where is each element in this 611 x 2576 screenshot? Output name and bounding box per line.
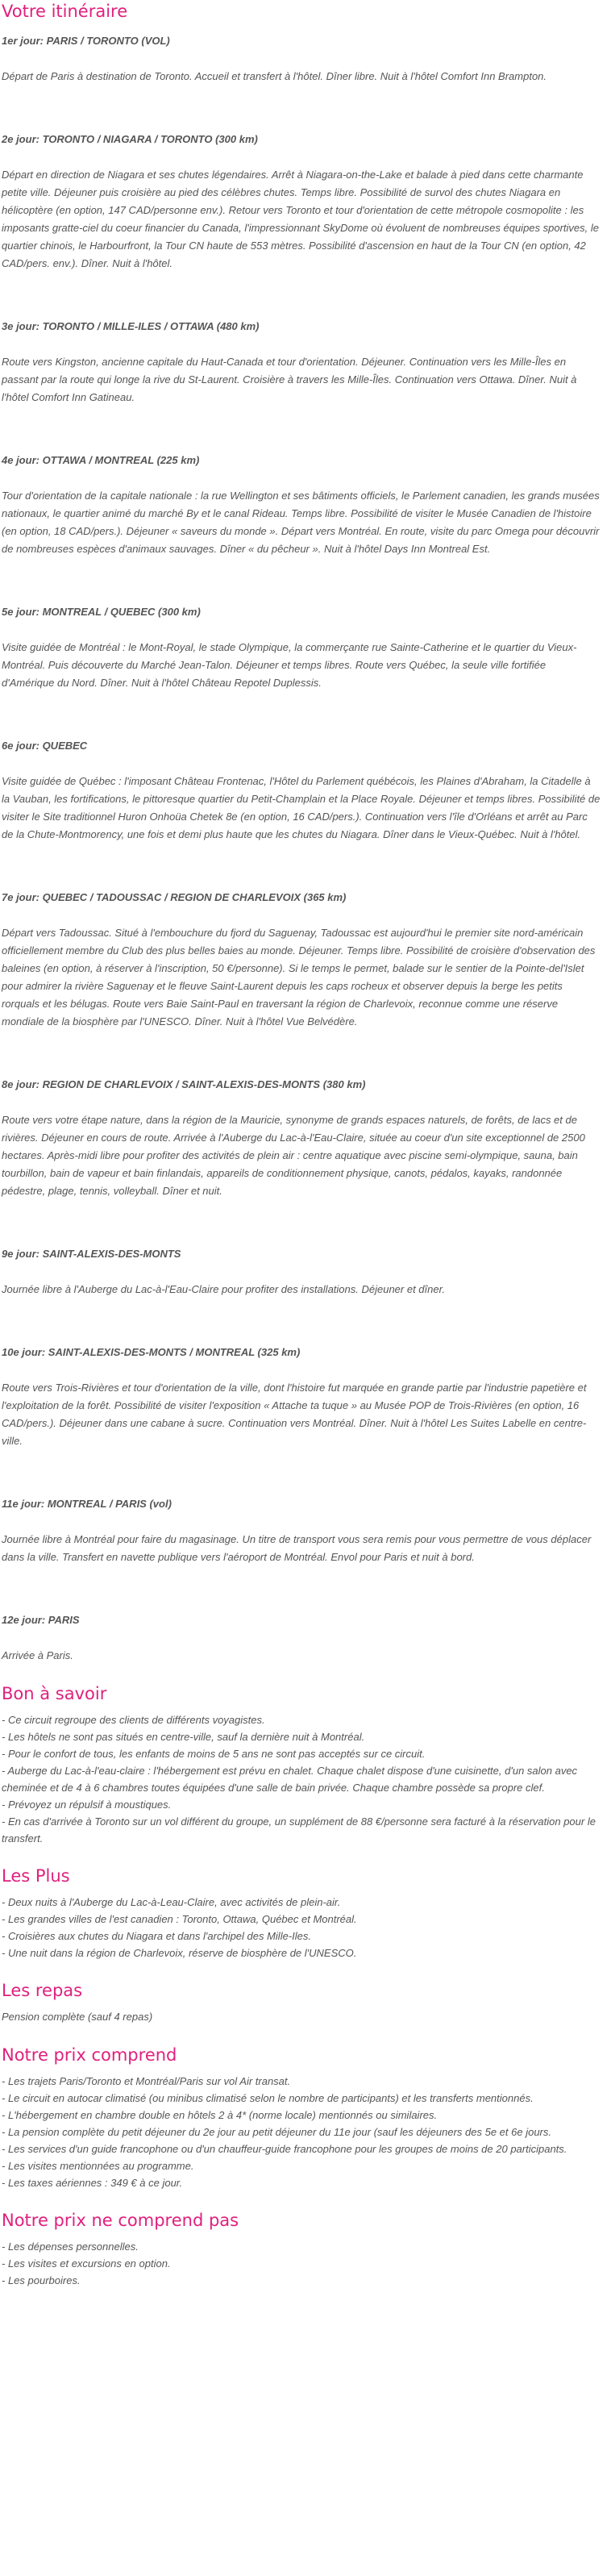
list-item: - La pension complète du petit déjeuner du 2e jour au petit déjeuner du 11e jour (sauf les déjeuners des 5e et 6e jours. xyxy=(2,2126,551,2138)
day-text: Visite guidée de Montréal : le Mont-Royal, le stade Olympique, la commerçante rue Sainte-Catherine et le quartier du Vieux-Montréal. Puis découverte du Marché Jean-Talon. Déjeuner et temps libres. Route vers Québec, la seule ville fortifiée d'Amérique du Nord. Dîner. Nuit à l'hôtel Château Repotel Duplessis. xyxy=(2,641,577,689)
day-12 xyxy=(2,1613,601,1665)
day-title: 10e jour: SAINT-ALEXIS-DES-MONTS / MONTREAL (325 km) xyxy=(2,1346,301,1358)
list-item: - Auberge du Lac-à-l'eau-claire : l'hébergement est prévu en chalet. Chaque chalet dispose d'une cuisinette, d'un salon avec cheminée et de 4 à 6 chambres toutes équipées d'une salle de bain privée. Chaque chambre possède sa propre clef. xyxy=(2,1765,578,1794)
list-item: - Croisières aux chutes du Niagara et dans l'archipel des Mille-Iles. xyxy=(2,1930,311,1942)
prix-ne-comprend-pas-list xyxy=(2,2238,601,2289)
day-title: 9e jour: SAINT-ALEXIS-DES-MONTS xyxy=(2,1248,181,1260)
prix-comprend-heading: Notre prix comprend xyxy=(2,2045,177,2065)
list-item: - Une nuit dans la région de Charlevoix, réserve de biosphère de l'UNESCO. xyxy=(2,1947,357,1959)
list-item: - Prévoyez un répulsif à moustiques. xyxy=(2,1799,172,1811)
day-title: 6e jour: QUEBEC xyxy=(2,740,88,752)
day-title: 2e jour: TORONTO / NIAGARA / TORONTO (300 km) xyxy=(2,133,258,145)
day-5 xyxy=(2,605,601,692)
day-text: Route vers Trois-Rivières et tour d'orientation de la ville, dont l'histoire fut marquée en grande partie par l'industrie papetière et l'exploitation de la forêt. Possibilité de visiter l'exposition « Attache ta tuque » au Musée POP de Trois-Rivières (en option, 16 CAD/pers.). Déjeuner dans une cabane à sucre. Continuation vers Montréal. Dîner. Nuit à l'hôtel Les Suites Labelle en centre-ville. xyxy=(2,1382,587,1447)
day-text: Route vers Kingston, ancienne capitale du Haut-Canada et tour d'orientation. Déjeuner. Continuation vers les Mille-Îles en passant par la route qui longe la rive du St-Laurent. Croisière à travers les Mille-Îles. Continuation vers Ottawa. Dîner. Nuit à l'hôtel Comfort Inn Gatineau. xyxy=(2,356,577,403)
list-item: - Les trajets Paris/Toronto et Montréal/Paris sur vol Air transat. xyxy=(2,2075,291,2087)
day-text: Départ en direction de Niagara et ses chutes légendaires. Arrêt à Niagara-on-the-Lake et balade à pied dans cette charmante petite ville. Déjeuner puis croisière au pied des célèbres chutes. Temps libre. Possibilité de survol des chutes Niagara en hélicoptère (en option, 147 CAD/personne env.). Retour vers Toronto et tour d'orientation de cette métropole cosmopolite : les imposants gratte-ciel du coeur financier du Canada, l'impressionnant SkyDome où évoluent de nombreuses équipes sportives, le quartier chinois, le Harbourfront, la Tour CN haute de 553 mètres. Possibilité d'ascension en haut de la Tour CN (en option, 42 CAD/pers. env.). Dîner. Nuit à l'hôtel. xyxy=(2,169,599,269)
day-2 xyxy=(2,132,601,273)
list-item: - Les dépenses personnelles. xyxy=(2,2240,139,2253)
les-plus-heading: Les Plus xyxy=(2,1866,70,1886)
bon-a-savoir-heading: Bon à savoir xyxy=(2,1684,107,1703)
list-item: - Les visites et excursions en option. xyxy=(2,2257,171,2270)
day-title: 4e jour: OTTAWA / MONTREAL (225 km) xyxy=(2,454,200,466)
day-text: Journée libre à l'Auberge du Lac-à-l'Eau-Claire pour profiter des installations. Déjeuner et dîner. xyxy=(2,1283,446,1295)
day-text: Tour d'orientation de la capitale nationale : la rue Wellington et ses bâtiments officiels, le Parlement canadien, les grands musées nationaux, le quartier animé du marché By et le canal Rideau. Temps libre. Possibilité de visiter le Musée Canadien de l'histoire (en option, 18 CAD/pers.). Déjeuner « saveurs du monde ». Départ vers Montréal. En route, visite du parc Omega pour découvrir de nombreuses espèces d'animaux sauvages. Dîner « du pêcheur ». Nuit à l'hôtel Days Inn Montreal Est. xyxy=(2,490,600,555)
day-11 xyxy=(2,1497,601,1566)
list-item: - Deux nuits à l'Auberge du Lac-à-Leau-Claire, avec activités de plein-air. xyxy=(2,1896,341,1908)
day-text: Visite guidée de Québec : l'imposant Château Frontenac, l'Hôtel du Parlement québécois, les Plaines d'Abraham, la Citadelle à la Vauban, les fortifications, le pittoresque quartier du Petit-Champlain et la Place Royale. Déjeuner et temps libres. Possibilité de visiter le Site traditionnel Huron Onhoüa Chetek 8e (en option, 16 CAD/pers.). Continuation vers l'île d'Orléans et arrêt au Parc de la Chute-Montmorency, une fois et demi plus haute que les chutes du Niagara. Dîner dans le Vieux-Québec. Nuit à l'hôtel. xyxy=(2,775,601,840)
prix-comprend-list xyxy=(2,2073,601,2191)
les-plus-list xyxy=(2,1894,601,1961)
day-9 xyxy=(2,1247,601,1298)
day-1 xyxy=(2,34,601,85)
day-text: Route vers votre étape nature, dans la région de la Mauricie, synonyme de grands espaces naturels, de forêts, de lacs et de rivières. Déjeuner en cours de route. Arrivée à l'Auberge du Lac-à-l'Eau-Claire, située au coeur d'un site exceptionnel de 2500 hectares. Après-midi libre pour profiter des activités de plein air : centre aquatique avec piscine semi-olympique, sauna, bain tourbillon, bain de vapeur et bain finlandais, appareils de conditionnement physique, canots, pédalos, kayaks, randonnée pédestre, plage, tennis, volleyball. Dîner et nuit. xyxy=(2,1114,585,1197)
day-title: 8e jour: REGION DE CHARLEVOIX / SAINT-ALEXIS-DES-MONTS (380 km) xyxy=(2,1078,366,1090)
list-item: - Pour le confort de tous, les enfants de moins de 5 ans ne sont pas acceptés sur ce circuit. xyxy=(2,1748,426,1760)
list-item: - Ce circuit regroupe des clients de différents voyagistes. xyxy=(2,1714,265,1726)
day-title: 5e jour: MONTREAL / QUEBEC (300 km) xyxy=(2,606,201,618)
day-6 xyxy=(2,739,601,844)
day-text: Départ vers Tadoussac. Situé à l'embouchure du fjord du Saguenay, Tadoussac est aujourd'hui le premier site nord-américain officiellement membre du Club des plus belles baies au monde. Déjeuner. Temps libre. Possibilité de croisière d'observation des baleines (en option, à réserver à l'inscription, 50 €/personne). Si le temps le permet, balade sur le sentier de la Pointe-del'Islet pour admirer la rivière Saguenay et le fleuve Saint-Laurent depuis les caps rocheux et observer depuis la berge les petits rorquals et les bélugas. Route vers Baie Saint-Paul en traversant la région de Charlevoix, reconnue comme une réserve mondiale de la biosphère par l'UNESCO. Dîner. Nuit à l'hôtel Vue Belvédère. xyxy=(2,927,596,1027)
prix-ne-comprend-pas-heading: Notre prix ne comprend pas xyxy=(2,2211,239,2230)
day-text: Arrivée à Paris. xyxy=(2,1649,73,1661)
list-item: - Les visites mentionnées au programme. xyxy=(2,2160,194,2172)
day-title: 3e jour: TORONTO / MILLE-ILES / OTTAWA (480 km) xyxy=(2,320,260,332)
day-7 xyxy=(2,890,601,1031)
day-title: 7e jour: QUEBEC / TADOUSSAC / REGION DE CHARLEVOIX (365 km) xyxy=(2,891,347,903)
list-item: - Les pourboires. xyxy=(2,2274,81,2286)
day-3 xyxy=(2,319,601,406)
les-repas-heading: Les repas xyxy=(2,1981,83,2000)
les-repas-text: Pension complète (sauf 4 repas) xyxy=(2,2011,153,2023)
day-4 xyxy=(2,453,601,558)
day-text: Journée libre à Montréal pour faire du magasinage. Un titre de transport vous sera remis pour vous permettre de vous déplacer dans la ville. Transfert en navette publique vers l'aéroport de Montréal. Envol pour Paris et nuit à bord. xyxy=(2,1533,592,1563)
day-title: 12e jour: PARIS xyxy=(2,1614,80,1626)
day-10 xyxy=(2,1345,601,1450)
list-item: - Les hôtels ne sont pas situés en centre-ville, sauf la dernière nuit à Montréal. xyxy=(2,1731,365,1743)
day-text: Départ de Paris à destination de Toronto. Accueil et transfert à l'hôtel. Dîner libre. Nuit à l'hôtel Comfort Inn Brampton. xyxy=(2,70,547,82)
list-item: - Le circuit en autocar climatisé (ou minibus climatisé selon le nombre de participants) et les transferts mentionnés. xyxy=(2,2092,534,2104)
day-8 xyxy=(2,1078,601,1200)
itinerary-days xyxy=(2,34,601,1665)
itinerary-heading: Votre itinéraire xyxy=(2,2,128,21)
bon-a-savoir-list xyxy=(2,1711,601,1847)
list-item: - Les services d'un guide francophone ou d'un chauffeur-guide francophone pour les groupes de moins de 20 participants. xyxy=(2,2143,567,2155)
day-title: 11e jour: MONTREAL / PARIS (vol) xyxy=(2,1498,172,1510)
list-item: - En cas d'arrivée à Toronto sur un vol différent du groupe, un supplément de 88 €/personne sera facturé à la réservation pour le transfert. xyxy=(2,1815,596,1844)
list-item: - Les grandes villes de l'est canadien : Toronto, Ottawa, Québec et Montréal. xyxy=(2,1913,357,1925)
list-item: - Les taxes aériennes : 349 € à ce jour. xyxy=(2,2177,183,2189)
day-title: 1er jour: PARIS / TORONTO (VOL) xyxy=(2,35,170,47)
list-item: - L'hébergement en chambre double en hôtels 2 à 4* (norme locale) mentionnés ou similaires. xyxy=(2,2109,438,2121)
